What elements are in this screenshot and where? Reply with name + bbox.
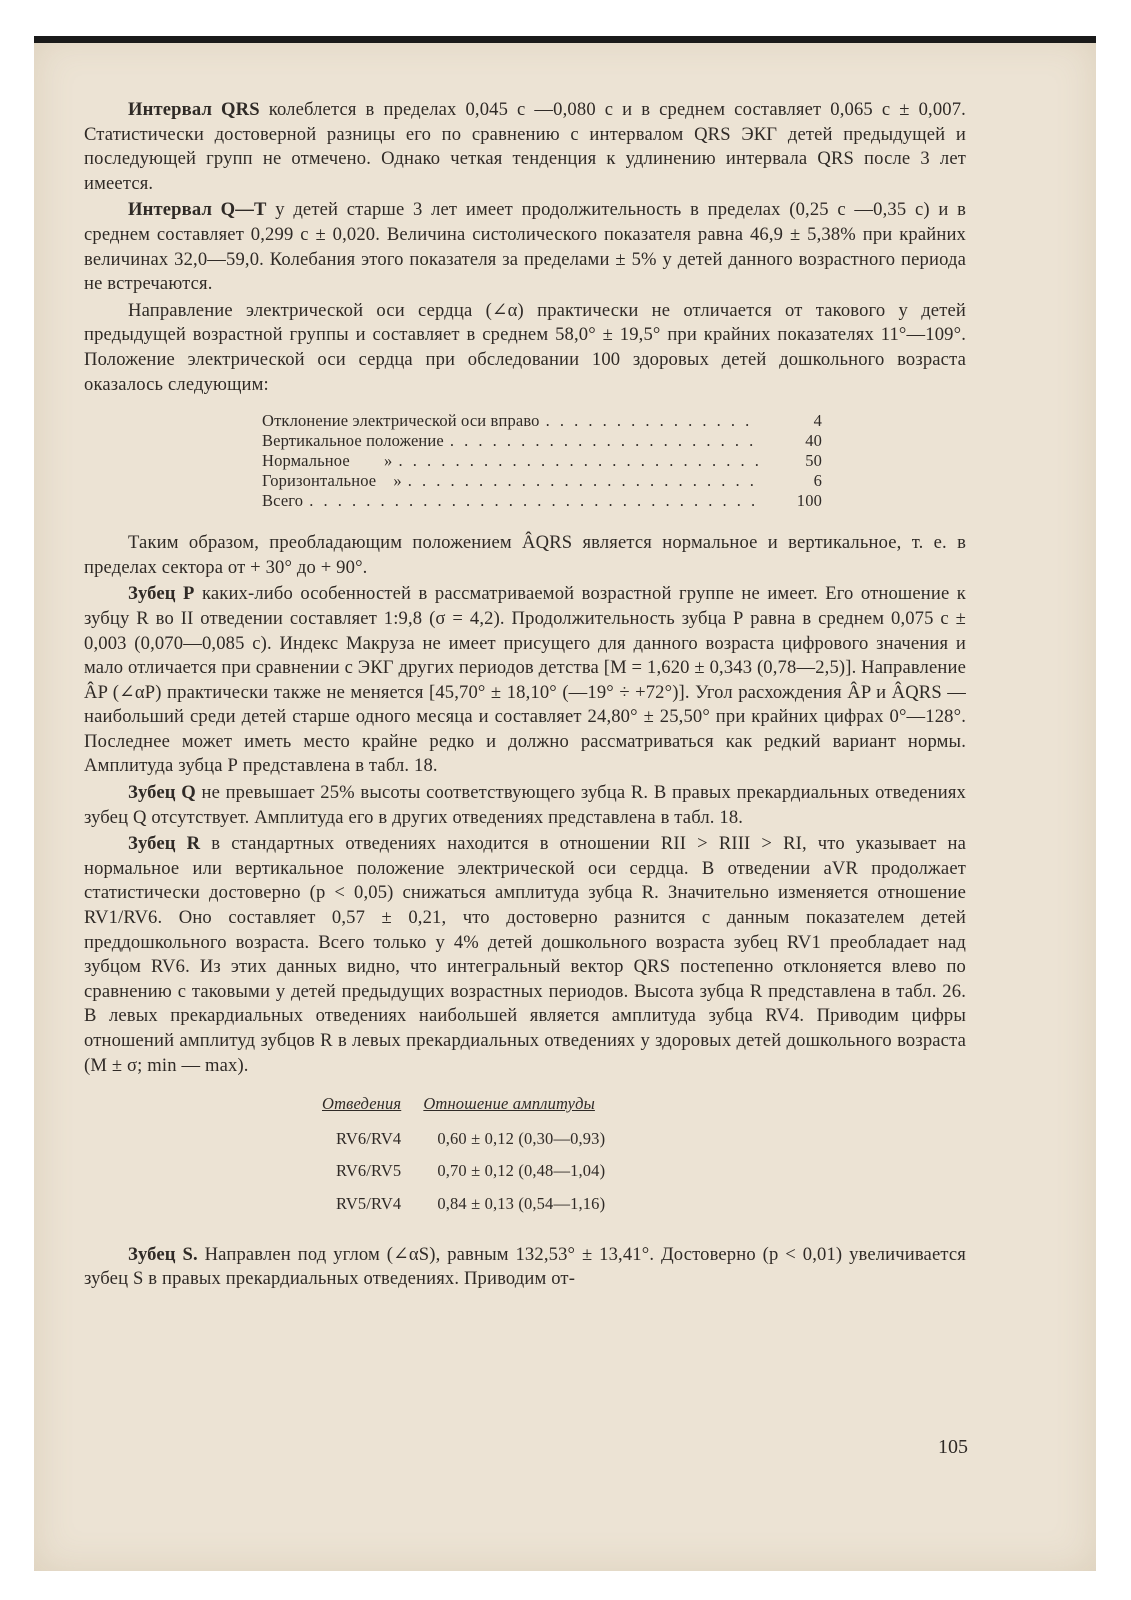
paragraph-p-wave: Зубец Р каких-либо особенностей в рассматриваемой возрастной группе не имеет. Его отношение к зубцу R во II отведении составляет 1:9,8 (σ = 4,2). Продолжительность зубца Р равна в среднем 0,075 с ± 0,003 (0,070—0,085 с). Индекс Макруза не имеет присущего для данного возраста цифрового значения и мало отличается при сравнении с ЭКГ других периодов детства [M = 1,620 ± 0,343 (0,78—2,5)]. Направление ÂP (∠αP) практически также не меняется [45,70° ± 18,10° (—19° ÷ +72°)]. Угол расхождения ÂP и ÂQRS — наибольший среди детей старше одного месяца и составляет 24,80° ± 25,50° при крайних цифрах 0°—128°. Последнее может иметь место крайне редко и должно рассматриваться как редкий вариант нормы. Амплитуда зубца Р представлена в табл. 18. (84, 583, 966, 777)
column-header: Отведения (322, 1094, 402, 1114)
list-item: Вертикальное положение . . . 40 (262, 431, 822, 451)
paragraph-r-wave: Зубец R в стандартных отведениях находится в отношении RII > RIII > RI, что указывает на нормальное или вертикальное положение электрической оси сердца. В отведении aVR продолжает статистически достоверно (p < 0,05) снижаться амплитуда зубца R. Значительно изменяется отношение RV1/RV6. Оно составляет 0,57 ± 0,21, что достоверно разнится с данным показателем детей преддошкольного возраста. Всего только у 4% детей дошкольного возраста зубец RV1 преобладает над зубцом RV6. Из этих данных видно, что интегральный вектор QRS постепенно отклоняется влево по сравнению с таковыми у детей предыдущих возрастных периодов. Высота зубца R представлена в табл. 26. В левых прекардиальных отведениях наибольшей является амплитуда зубца RV4. Приводим цифры отношений амплитуд зубцов R в левых прекардиальных отведениях у здоровых детей дошкольного возраста (M ± σ; min — max). (84, 833, 967, 1076)
paragraph-q-wave: Зубец Q не превышает 25% высоты соответствующего зубца R. В правых прекардиальных отведениях зубец Q отсутствует. Амплитуда его в других отведениях представлена в табл. 18. (84, 782, 966, 828)
scan-top-edge (34, 36, 1096, 43)
list-item: Отклонение электрической оси вправо . . . 4 (262, 411, 822, 431)
page-content (84, 98, 966, 1294)
paragraph-conclusion: Таким образом, преобладающим положением ÂQRS является нормальное и вертикальное, т. е. в пределах сектора от + 30° до + 90°. (84, 532, 966, 578)
list-item: Всего . . . 100 (262, 491, 822, 511)
paragraph-electric-axis: Направление электрической оси сердца (∠α) практически не отличается от такового у детей предыдущей возрастной группы и составляет в среднем 58,0° ± 19,5° при крайних показателях 11°—109°. Положение электрической оси сердца при обследовании 100 здоровых детей дошкольного возраста оказалось следующим: (84, 299, 966, 395)
paragraph-qt-interval: Интервал Q—Т у детей старше 3 лет имеет продолжительность в пределах (0,25 с —0,35 с) и в среднем составляет 0,299 с ± 0,020. Величина систолического показателя равна 46,9 ± 5,38% при крайних величинах 32,0—59,0. Колебания этого показателя за пределами ± 5% у детей данного возрастного периода не встречаются. (84, 199, 967, 295)
table-row: RV6/RV4 0,60 ± 0,12 (0,30—0,93) (336, 1128, 606, 1148)
list-item: Нормальное » . . . 50 (262, 451, 822, 471)
table-row: RV6/RV5 0,70 ± 0,12 (0,48—1,04) (336, 1161, 606, 1181)
list-item: Горизонтальное » . . . 6 (262, 471, 822, 491)
paragraph-qrs-interval: Интервал QRS колеблется в пределах 0,045 с —0,080 с и в среднем составляет 0,065 с ± 0,007. Статистически достоверной разницы его по сравнению с интервалом QRS ЭКГ детей предыдущей и последующей групп не отмечено. Однако четкая тенденция к удлинению интервала QRS после 3 лет имеется. (84, 99, 966, 194)
amplitude-ratio-table (322, 1092, 627, 1220)
column-header: Отношение амплитуды (423, 1094, 595, 1114)
table-row: RV5/RV4 0,84 ± 0,13 (0,54—1,16) (336, 1193, 606, 1213)
book-page (34, 36, 1096, 1571)
page-number: 105 (938, 1436, 968, 1458)
paragraph-s-wave: Зубец S. Направлен под углом (∠αS), равным 132,53° ± 13,41°. Достоверно (p < 0,01) увеличивается зубец S в правых прекардиальных отведениях. Приводим от- (84, 1243, 966, 1290)
axis-position-list (262, 411, 822, 511)
